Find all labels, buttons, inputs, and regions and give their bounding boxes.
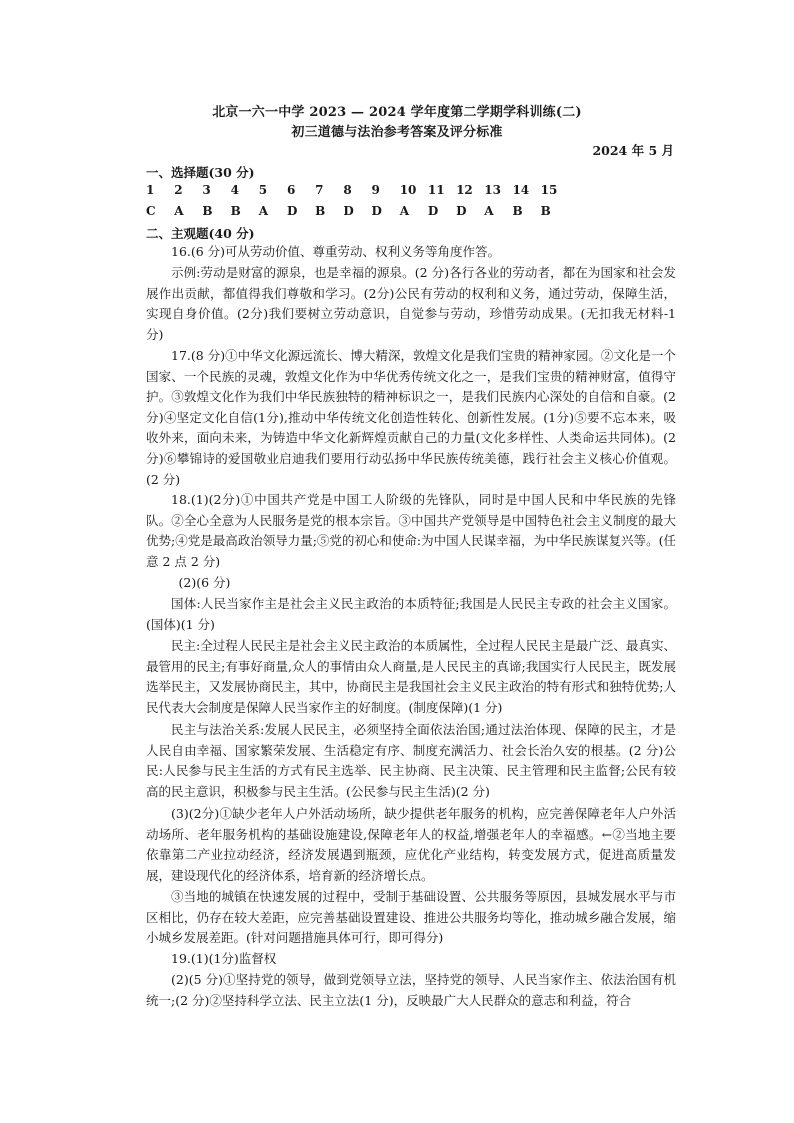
answer-letter: B (512, 204, 523, 218)
q18-part2-guoti: 国体:人民当家作主是社会主义民主政治的本质特征;我国是人民民主专政的社会主义国家。(国体)(1 分) (146, 596, 676, 632)
q17-answer: 17.(8 分)①中华文化源远流长、博大精深，敦煌文化是我们宝贵的精神家园。②文化是一个国家、一个民族的灵魂，敦煌文化作为中华优秀传统文化之一，是我们宝贵的精神财富，值得守护。③敦煌文化作为我们中华民族独特的精神标识之一，是我们民族内心深处的自信和自豪。(2分)④坚定文化自信(1分),推动中华传统文化创造性转化、创新性发展。(1分)⑤要不忘本来，吸收外来，面向未来，为铸造中华文化新辉煌贡献自己的力量(文化多样性、人类命运共同体)。(2分)⑥攀锦诗的爱国敬业启迪我们要用行动弘扬中华民族传统美德，践行社会主义核心价值观。(2 分) (146, 348, 676, 487)
q16-answer: 示例:劳动是财富的源泉，也是幸福的源泉。(2 分)各行各业的劳动者，都在为国家和社会发展作出贡献，都值得我们尊敬和学习。(2分)公民有劳动的权利和义务，通过劳动，保障生活，实现自身价值。(2分)我们要树立劳动意识，自觉参与劳动，珍惜劳动成果。(无扣我无材料-1 分) (146, 265, 676, 342)
question-number: 6 (286, 183, 296, 197)
question-number: 11 (427, 183, 445, 197)
q19-part2-answer: (2)(5 分)①坚持党的领导，做到党领导立法，坚持党的领导、人民当家作主、依法治国有机统一;(2 分)②坚持科学立法、民主立法(1 分)，反映最广大人民群众的意志和利益，符合 (146, 972, 676, 1008)
question-number: 7 (315, 183, 324, 197)
question-number: 9 (371, 183, 380, 197)
question-number: 3 (202, 183, 211, 197)
q18-part1-answer: 18.(1)(2分)①中国共产党是中国工人阶级的先锋队，同时是中国人民和中华民族的先锋队。②全心全意为人民服务是党的根本宗旨。③中国共产党领导是中国特色社会主义制度的最大优势;④党是最高政治领导力量;⑤党的初心和使命:为中国人民谋幸福，为中华民族谋复兴等。(任意 2 点 2 分) (146, 492, 677, 569)
answer-letter: A (399, 204, 409, 218)
question-number: 1 (146, 183, 155, 197)
answer-letter: D (456, 204, 467, 218)
answer-letter: B (540, 204, 551, 218)
document-subtitle: 初三道德与法治参考答案及评分标准 (291, 125, 503, 140)
answer-letter: A (174, 204, 184, 218)
document-title: 北京一六一中学 2023 — 2024 学年度第二学期学科训练(二) (212, 105, 582, 120)
answer-letter: B (230, 204, 241, 218)
answer-letter: D (286, 204, 298, 218)
question-number: 12 (456, 183, 473, 197)
q18-part3-point3: ③当地的城镇在快速发展的过程中，受制于基础设置、公共服务等原因，县城发展水平与市区相比，仍存在较大差距，应完善基础设置建设、推进公共服务均等化，推动城乡融合发展，缩小城乡发展差距。(针对问题措施具体可行，即可得分) (146, 889, 676, 946)
question-number: 5 (258, 183, 268, 197)
question-number-row (146, 183, 569, 197)
answer-letter: A (484, 204, 494, 218)
q18-part2-minzhu: 民主:全过程人民民主是社会主义民主政治的本质属性，全过程人民民主是最广泛、最真实、最管用的民主;有事好商量,众人的事情由众人商量,是人民民主的真谛;我国实行人民民主，既发展选举民主，又发展协商民主，其中，协商民主是我国社会主义民主政治的特有形式和独特优势;人民代表大会制度是保障人民当家作主的好制度。(制度保障)(1 分) (146, 638, 676, 715)
q19-part1-answer: 19.(1)(1分)监督权 (171, 951, 277, 966)
answer-letter: D (371, 204, 382, 218)
answer-letter: D (427, 204, 439, 218)
section-subjective-title: 二、主观题(40 分) (146, 226, 255, 241)
answer-letter: A (258, 204, 269, 218)
q18-part2-minzhu-fazhi: 民主与法治关系:发展人民民主，必须坚持全面依法治国;通过法治体现、保障的民主，才是人民自由幸福、国家繁荣发展、生活稳定有序、制度充满活力、社会长治久安的根基。(2 分)公民:人民参与民主生活的方式有民主选举、民主协商、民主决策、民主管理和民主监督;公民有较高的民主意识，积极参与民主生活。(公民参与民主生活)(2 分) (146, 722, 676, 799)
answer-row (146, 204, 569, 218)
q18-part2-heading: (2)(6 分) (178, 575, 231, 590)
answer-letter: D (343, 204, 354, 218)
q18-part3-answer: (3)(2分)①缺少老年人户外活动场所，缺少提供老年服务的机构，应完善保障老年人户外活动场所、老年服务机构的基础设施建设,保障老年人的权益,增强老年人的幸福感。←②当地主要依靠第二产业拉动经济，经济发展遇到瓶颈，应优化产业结构，转变发展方式，促进高质量发展，建设现代化的经济体系，培育新的经济增长点。 (146, 806, 676, 883)
document-date: 2024 年 5 月 (592, 143, 674, 158)
answer-letter: B (202, 204, 213, 218)
question-number: 13 (484, 183, 501, 197)
question-number: 15 (540, 183, 558, 197)
answer-letter: C (146, 204, 156, 218)
question-number: 2 (174, 183, 183, 197)
answer-letter: B (315, 204, 326, 218)
question-number: 14 (512, 183, 530, 197)
question-number: 4 (230, 183, 239, 197)
q16-heading: 16.(6 分)可从劳动价值、尊重劳动、权利义务等角度作答。 (171, 244, 501, 259)
question-number: 10 (399, 183, 417, 197)
section-choice-title: 一、选择题(30 分) (146, 165, 255, 180)
question-number: 8 (343, 183, 352, 197)
